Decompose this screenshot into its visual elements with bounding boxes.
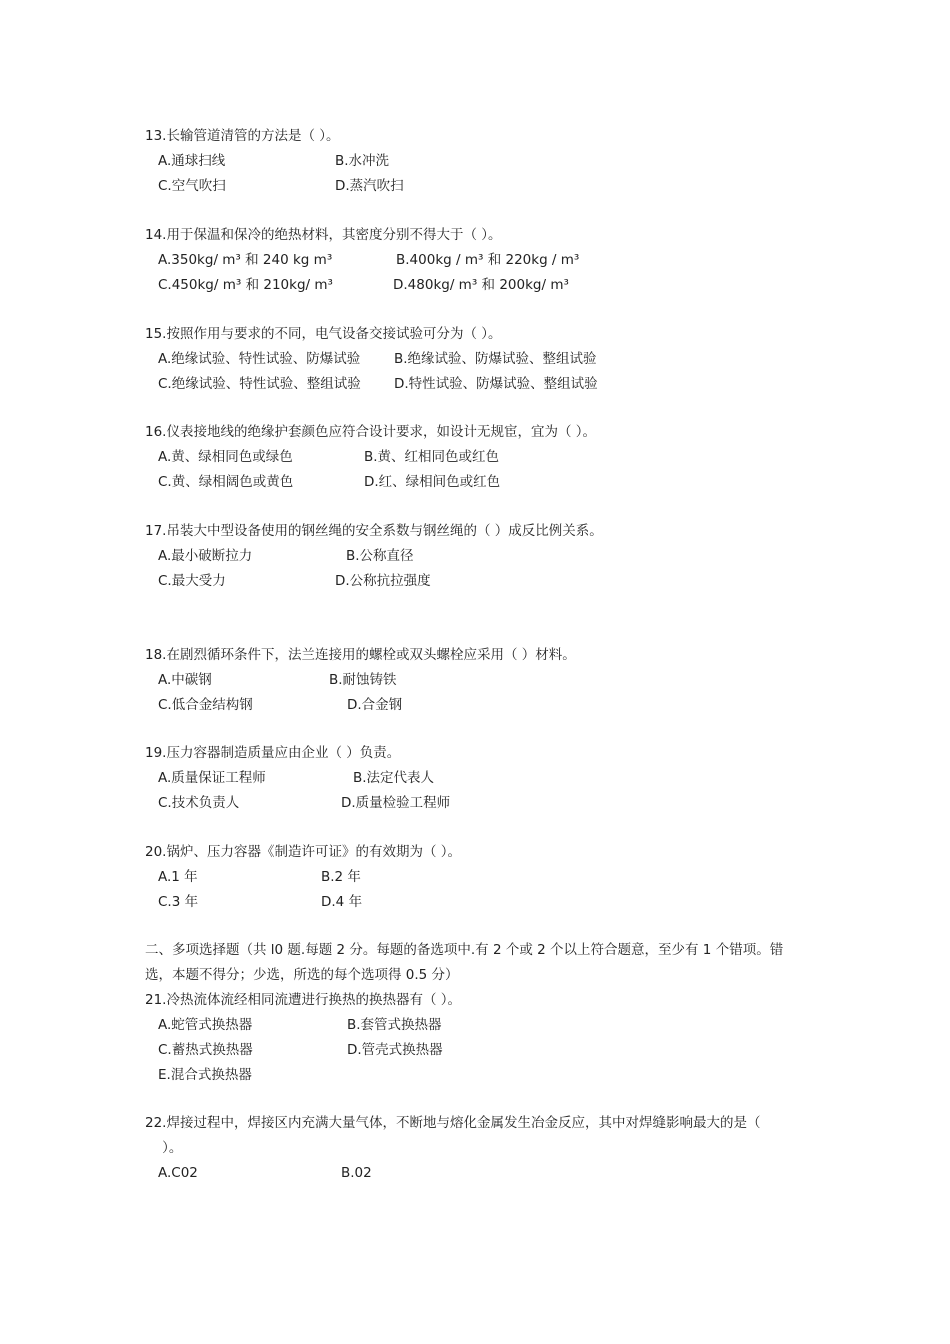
option-b: B.400kg / m³ 和 220kg / m³ [396,252,580,268]
question-14 [145,223,580,298]
question-stem: 17.吊装大中型设备使用的钢丝绳的安全系数与钢丝绳的（ ）成反比例关系。 [145,523,603,539]
option-b: B.02 [341,1165,372,1181]
question-stem: 21.冷热流体流经相同流遭进行换热的换热器有（ ）。 [145,992,462,1008]
option-b: B.绝缘试验、防爆试验、整组试验 [394,351,597,367]
option-d: D.特性试验、防爆试验、整组试验 [394,376,598,392]
question-stem: 14.用于保温和保冷的绝热材料，其密度分别不得大于（ ）。 [145,227,502,243]
option-c: C.450kg/ m³ 和 210kg/ m³ [158,277,333,293]
option-a: A.C02 [158,1165,198,1181]
question-21 [145,988,461,1088]
option-a: A.中碳钢 [158,672,212,688]
question-13 [145,124,404,199]
option-d: D.公称抗拉强度 [335,573,431,589]
question-stem-line-2: ）。 [145,1140,183,1156]
option-c: C.低合金结构钢 [158,697,253,713]
option-b: B.2 年 [321,869,361,885]
option-b: B.耐蚀铸铁 [329,672,397,688]
option-d: D.蒸汽吹扫 [335,178,404,194]
section-line-1: 二、多项选择题（共 l0 题.每题 2 分。每题的备选项中.有 2 个或 2 个以上符合题意，至少有 1 个错项。错 [145,942,784,958]
option-a: A.最小破断拉力 [158,548,253,564]
option-d: D.4 年 [321,894,363,910]
question-stem: 16.仪表接地线的绝缘护套颜色应符合设计要求，如设计无规宦，宜为（ ）。 [145,424,597,440]
option-a: A.蛇管式换热器 [158,1017,253,1033]
option-b: B.黄、红相同色或红色 [364,449,500,465]
question-stem: 15.按照作用与要求的不同，电气设备交接试验可分为（ ）。 [145,326,502,342]
question-17 [145,519,603,594]
question-stem-line-1: 22.焊接过程中，焊接区内充满大量气体，不断地与熔化金属发生冶金反应，其中对焊缝影响最大的是（ [145,1115,761,1131]
option-b: B.公称直径 [346,548,414,564]
question-19 [145,741,451,816]
option-a: A.350kg/ m³ 和 240 kg m³ [158,252,333,268]
option-d: D.质量检验工程师 [341,795,451,811]
option-c: C.蓄热式换热器 [158,1042,253,1058]
option-c: C.技术负责人 [158,795,240,811]
option-c: C.最大受力 [158,573,226,589]
option-a: A.绝缘试验、特性试验、防爆试验 [158,351,361,367]
option-d: D.合金钢 [347,697,403,713]
question-15 [145,322,598,397]
option-d: D.管壳式换热器 [347,1042,443,1058]
question-stem: 19.压力容器制造质量应由企业（ ）负责。 [145,745,401,761]
option-b: B.水冲洗 [335,153,390,169]
option-c: C.黄、绿相阔色或黄色 [158,474,294,490]
section-line-2: 选，本题不得分；少选，所选的每个选项得 0.5 分） [145,967,459,983]
option-d: D.红、绿相间色或红色 [364,474,501,490]
option-a: A.黄、绿相同色或绿色 [158,449,293,465]
question-stem: 13.长输管道清管的方法是（ ）。 [145,128,340,144]
option-a: A.1 年 [158,869,198,885]
question-stem: 18.在剧烈循环条件下，法兰连接用的螺栓或双头螺栓应采用（ ）材料。 [145,647,576,663]
option-a: A.质量保证工程师 [158,770,266,786]
option-c: C.3 年 [158,894,199,910]
option-c: C.空气吹扫 [158,178,226,194]
question-22 [145,1111,805,1186]
question-16 [145,420,596,495]
option-b: B.套管式换热器 [347,1017,442,1033]
section-header-multiple-choice [145,938,815,988]
option-a: A.通球扫线 [158,153,226,169]
question-stem: 20.锅炉、压力容器《制造许可证》的有效期为（ ）。 [145,844,462,860]
question-20 [145,840,461,915]
question-18 [145,643,576,718]
option-b: B.法定代表人 [353,770,435,786]
option-e: E.混合式换热器 [158,1067,252,1083]
option-c: C.绝缘试验、特性试验、整组试验 [158,376,361,392]
option-d: D.480kg/ m³ 和 200kg/ m³ [393,277,569,293]
